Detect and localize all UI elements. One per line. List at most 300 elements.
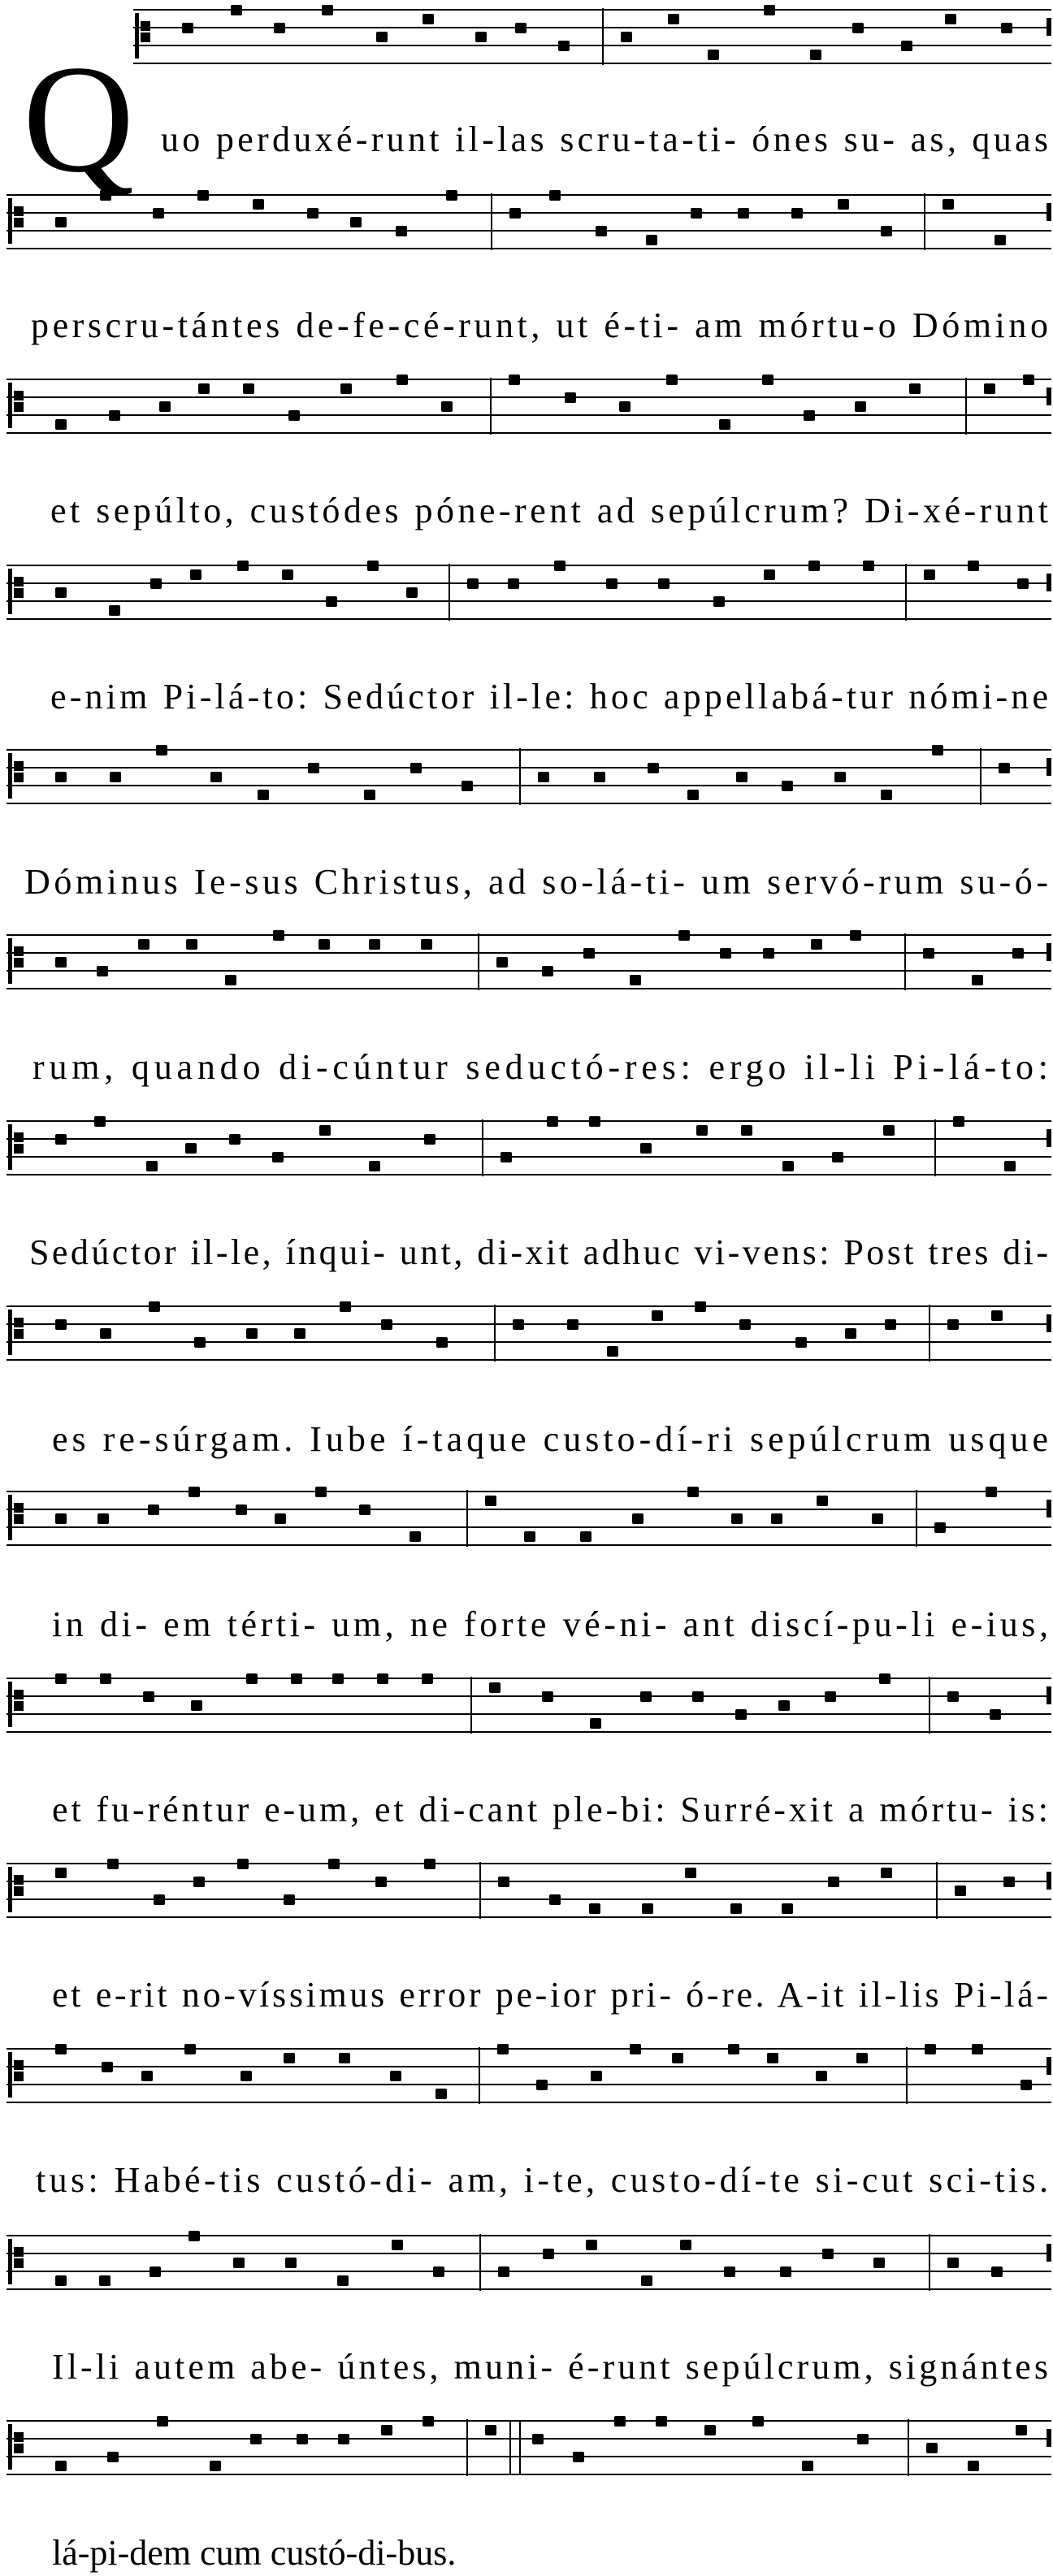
custos [1046,18,1051,36]
staff [6,565,1051,619]
neume [589,1903,600,1914]
neume [513,1319,524,1330]
neume [367,561,379,571]
neume [648,763,659,773]
lyric-line: rum, quando di-cúntur seductó-res: ergo il-li Pi-lá-to: [32,1047,1048,1087]
c-clef [8,1124,24,1170]
neume [925,2044,936,2054]
neume [246,1328,258,1339]
clef-upper [14,1132,24,1142]
neume [953,1116,964,1127]
neume [999,763,1010,773]
neume [692,1691,704,1702]
neume [739,1319,751,1330]
neume [328,1859,340,1869]
neume [55,1673,67,1684]
neume [273,930,284,941]
neume [496,957,508,968]
clef-bar [8,569,12,614]
neume [436,2089,447,2099]
custos [1046,943,1051,961]
neume [94,1116,106,1127]
clef-bar [8,1310,12,1355]
neume [339,2053,350,2063]
neume [795,1337,807,1348]
lyric-line: Sedúctor il-le, ínqui- unt, di-xit adhuc vi-vens: Post tres di- [29,1232,1048,1272]
neume [955,1885,966,1896]
neume [146,1161,158,1171]
lyric-line: et fu-réntur e-um, et di-cant ple-bi: Surré-xit a mórtu- is: [52,1790,1048,1829]
neume [696,1125,708,1136]
neume [828,1877,839,1887]
neume [678,930,690,941]
neume [246,1673,258,1684]
neume [197,190,209,201]
neume [640,1691,652,1702]
neume [198,383,210,394]
neume [850,930,861,941]
neume [141,2071,153,2081]
neume [594,772,605,782]
neume [708,50,719,60]
neume [410,763,422,773]
neume [614,2416,626,2427]
neume [497,2044,509,2054]
neume [55,587,67,598]
neume [984,383,995,394]
staff [133,10,1051,63]
clef-upper [14,2060,24,2070]
neume [542,1691,553,1702]
neume [873,2258,885,2268]
neume [658,578,670,589]
neume [109,410,120,421]
custos [1046,1872,1051,1890]
neume [340,1301,351,1312]
custos [1046,1129,1051,1147]
neume [375,1877,387,1887]
neume [282,569,293,580]
clef-lower [14,1329,24,1339]
neume [406,587,418,598]
neume [968,2461,979,2471]
lyric-line: uo perduxé-runt il-las scru-ta-ti- ónes su- as, quas [161,119,1049,159]
c-clef [8,2239,24,2284]
neume [565,392,576,403]
neume [621,32,632,42]
clef-lower [14,773,24,782]
neume [237,1859,249,1869]
clef-bar [8,938,12,984]
staff [6,1121,1051,1175]
clef-upper [14,2247,24,2257]
neume [538,772,549,782]
neume [808,561,820,571]
neume [731,1513,743,1524]
lyric-line: lá-pi-dem cum custó-di-bus. [52,2533,457,2573]
neume [332,1673,344,1684]
clef-lower [14,2258,24,2268]
neume [536,2080,548,2090]
staff [6,750,1051,803]
neume [630,975,641,985]
neume [832,1152,843,1162]
neume [243,383,254,394]
neume [396,374,408,385]
custos [1046,1500,1051,1517]
lyric-line: tus: Habé-tis custó-di- am, i-te, custo-dí-te si-cut sci-tis. [36,2160,1049,2200]
c-clef [135,13,150,58]
neume [719,419,730,430]
neume [381,1319,392,1330]
neume [771,1513,782,1524]
staff [6,1306,1051,1360]
neume [968,561,979,571]
neume [110,772,121,782]
neume [322,5,333,15]
c-clef [8,1495,24,1540]
neume [446,190,457,201]
neume [558,41,570,51]
custos [1046,387,1051,405]
custos [1046,1314,1051,1332]
clef-upper [14,946,24,956]
clef-upper [14,2432,24,2442]
clef-bar [8,1682,12,1727]
neume [589,1116,600,1127]
neume [883,1125,895,1136]
neume [509,374,520,385]
neume [148,1504,159,1515]
neume [986,1487,997,1497]
neume [782,781,793,791]
neume [489,1682,500,1693]
custos [1046,2057,1051,2075]
neume [210,2461,221,2471]
neume [390,2071,401,2081]
neume [498,1877,509,1887]
neume [838,199,849,210]
c-clef [8,753,24,799]
neume [107,1859,119,1869]
neume [153,208,164,219]
neume [778,1700,790,1711]
neume [284,1894,295,1905]
neume [376,32,388,42]
neume [802,2461,813,2471]
lyric-line: et sepúlto, custódes póne-rent ad sepúlcrum? Di-xé-runt [50,491,1049,530]
neume [193,1877,205,1887]
neume [791,208,803,219]
neume [630,2044,641,2054]
neume [97,966,108,976]
neume [377,1673,388,1684]
neume [369,1161,380,1171]
neume [186,939,197,950]
neume [253,199,264,210]
neume [424,1134,436,1145]
clef-lower [14,2444,24,2453]
neume [855,401,866,412]
neume [1003,1877,1015,1887]
neume [642,1903,653,1914]
neume [730,1903,742,1914]
neume [55,1319,67,1330]
neume [704,2425,716,2435]
neume [524,1531,535,1542]
neume [834,772,846,782]
neume [396,226,407,236]
neume [942,199,954,210]
neume [154,1894,165,1905]
clef-lower [141,32,150,42]
neume [237,561,249,571]
neume [817,1496,828,1506]
neume [672,2053,683,2063]
neume [185,1143,197,1154]
staff [6,195,1051,249]
neume [586,2240,597,2250]
clef-bar [8,2239,12,2284]
neume [182,23,193,33]
neume [410,1531,421,1542]
neume [606,578,618,589]
neume [149,1301,160,1312]
staff [6,1678,1051,1732]
neume [857,2434,869,2444]
custos [1046,758,1051,776]
clef-upper [14,1318,24,1327]
neume [441,401,453,412]
neume [150,578,162,589]
neume [285,2258,297,2268]
clef-upper [14,206,24,216]
clef-upper [14,1690,24,1699]
neume [381,2425,392,2435]
neume [990,1709,1001,1720]
clef-bar [8,753,12,799]
neume [188,1487,200,1497]
neume [392,2240,403,2250]
neume [194,1337,206,1348]
neume [291,1673,302,1684]
neume [972,975,983,985]
neume [55,1134,67,1145]
neume [782,1903,793,1914]
neume [107,2452,119,2462]
neume [55,1513,67,1524]
neume [485,2425,496,2435]
neume [1023,374,1034,385]
neume [307,208,318,219]
neume [652,1310,663,1321]
neume [972,2044,983,2054]
custos [1046,2244,1051,2262]
neume [1017,578,1029,589]
clef-upper [141,21,150,31]
neume [764,569,775,580]
staff [6,1864,1051,1917]
neume [680,2240,691,2250]
neume [640,1143,652,1154]
clef-lower [14,2072,24,2081]
neume [590,1718,601,1729]
neume [994,235,1006,245]
clef-lower [14,588,24,598]
neume [359,1504,370,1515]
c-clef [8,198,24,244]
lyric-line: Dóminus Ie-sus Christus, ad so-lá-ti- um servó-rum su-ó- [24,862,1048,902]
neume [498,2266,509,2277]
neume [191,1700,202,1711]
neume [500,1152,512,1162]
neume [909,383,921,394]
neume [947,2258,959,2268]
clef-upper [14,1875,24,1885]
neume [782,1161,794,1171]
c-clef [8,2424,24,2470]
neume [157,2416,168,2427]
neume [549,1894,561,1905]
neume [225,975,236,985]
neume [811,939,822,950]
neume [822,2249,834,2259]
neume [646,235,657,245]
neume [326,596,337,607]
neume [580,1531,592,1542]
clef-bar [8,2424,12,2470]
neume [319,1125,331,1136]
neume [231,5,242,15]
neume [736,772,748,782]
neume [475,32,487,42]
lyrics [24,119,1048,2573]
neume [233,2258,245,2268]
neume [591,2071,602,2081]
neume [852,23,864,33]
c-clef [8,1310,24,1355]
neume [825,1691,836,1702]
neume [691,208,702,219]
neume [515,23,526,33]
neume [713,596,725,607]
neume [923,948,934,959]
neume [508,578,519,589]
neume [318,939,330,950]
neume [188,2231,200,2241]
neume [666,374,678,385]
neume [885,1319,896,1330]
neume [738,208,749,219]
neume [422,14,434,24]
neume [856,2053,868,2063]
neume [150,2266,161,2277]
clef-bar [8,198,12,244]
clef-bar [8,1124,12,1170]
neume [422,2416,434,2427]
neume [764,5,775,15]
neume [741,1125,752,1136]
neume [685,1868,696,1878]
neume [763,948,774,959]
neume [879,1673,890,1684]
neume [433,2266,444,2277]
neume [184,2044,196,2054]
neume [695,1301,706,1312]
clef-upper [14,577,24,587]
neume [872,1513,883,1524]
neume [881,226,892,236]
custos [1046,574,1051,591]
neume [924,569,935,580]
clef-bar [8,1867,12,1912]
neume [767,2053,778,2063]
neume [190,569,202,580]
neume [720,948,731,959]
staff [6,2049,1051,2102]
custos [1046,203,1051,221]
neume [55,2275,67,2286]
neume [485,1496,496,1506]
clef-bar [8,383,12,428]
lyric-line: et e-rit no-víssimus error pe-ior pri- ó-re. A-it il-lis Pi-lá- [52,1975,1049,2015]
neume [294,1328,306,1339]
neume [240,2071,252,2081]
neume [573,2452,584,2462]
staff [6,935,1051,989]
neume [728,2044,739,2054]
neume [143,1691,154,1702]
neume [543,2249,554,2259]
neume [55,2044,67,2054]
clef-upper [14,391,24,400]
neume [1020,2080,1032,2090]
neume [102,2062,113,2072]
neume [567,1319,578,1330]
neume [687,1487,699,1497]
neume [236,1504,247,1515]
neume [532,2434,544,2444]
clef-lower [14,1886,24,1896]
lyric-line: e-nim Pi-lá-to: Sedúctor il-le: hoc appellabá-tur nómi-ne [50,677,1048,717]
neume [881,1868,892,1878]
neume [845,1328,856,1339]
neume [424,1859,436,1869]
neume [467,578,479,589]
neume [99,2275,110,2286]
neume [258,790,269,800]
neume [1016,2425,1027,2435]
neume [901,41,912,51]
neume [752,2416,764,2427]
neume [810,50,821,60]
clef-upper [14,1503,24,1513]
clef-lower [14,218,24,227]
neume [284,2053,295,2063]
neume [422,1673,433,1684]
neume [350,217,362,227]
neume [338,2434,349,2444]
clef-lower [14,1144,24,1154]
neume [55,1868,67,1878]
neume [656,2416,667,2427]
lyric-line: in di- em térti- um, ne forte vé-ni- ant discí-pu-li e-ius, [52,1604,1048,1644]
neume [138,939,150,950]
neume [632,1513,644,1524]
neume [641,2275,652,2286]
clef-upper [14,761,24,771]
c-clef [8,938,24,984]
